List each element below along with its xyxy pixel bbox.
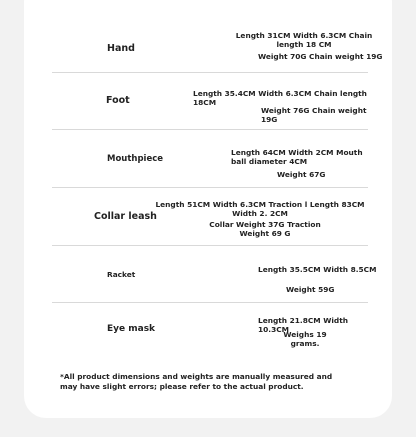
- product-weight: Weight 76G Chain weight 19G: [261, 106, 367, 124]
- product-weight: Weighs 19 grams.: [283, 330, 327, 348]
- product-dimensions: Length 35.5CM Width 8.5CM: [258, 265, 377, 274]
- product-weight: Collar Weight 37G Traction Weight 69 G: [209, 220, 321, 238]
- measurement-disclaimer: *All product dimensions and weights are manually measured and may have slight errors; please refer to the actual product.: [60, 372, 333, 391]
- product-dimensions: Length 51CM Width 6.3CM Traction l Length 83CM Width 2. 2CM: [155, 200, 365, 218]
- product-dimensions: Length 31CM Width 6.3CM Chain length 18 CM: [235, 31, 373, 49]
- product-dimensions: Length 35.4CM Width 6.3CM Chain length 18CM: [193, 89, 367, 107]
- product-weight: Weight 59G: [286, 285, 335, 294]
- product-dimensions: Length 21.8CM Width 10.3CM: [258, 316, 348, 334]
- product-weight: Weight 67G: [277, 170, 326, 179]
- product-name: Collar leash: [94, 211, 157, 222]
- spec-row-racket: [52, 245, 368, 303]
- product-name: Foot: [106, 95, 130, 106]
- product-name: Racket: [107, 270, 136, 279]
- product-name: Hand: [107, 43, 135, 54]
- product-name: Mouthpiece: [107, 154, 164, 164]
- product-weight: Weight 70G Chain weight 19G: [258, 52, 383, 61]
- product-name: Eye mask: [107, 324, 156, 334]
- product-dimensions: Length 64CM Width 2CM Mouth ball diameter 4CM: [231, 148, 363, 166]
